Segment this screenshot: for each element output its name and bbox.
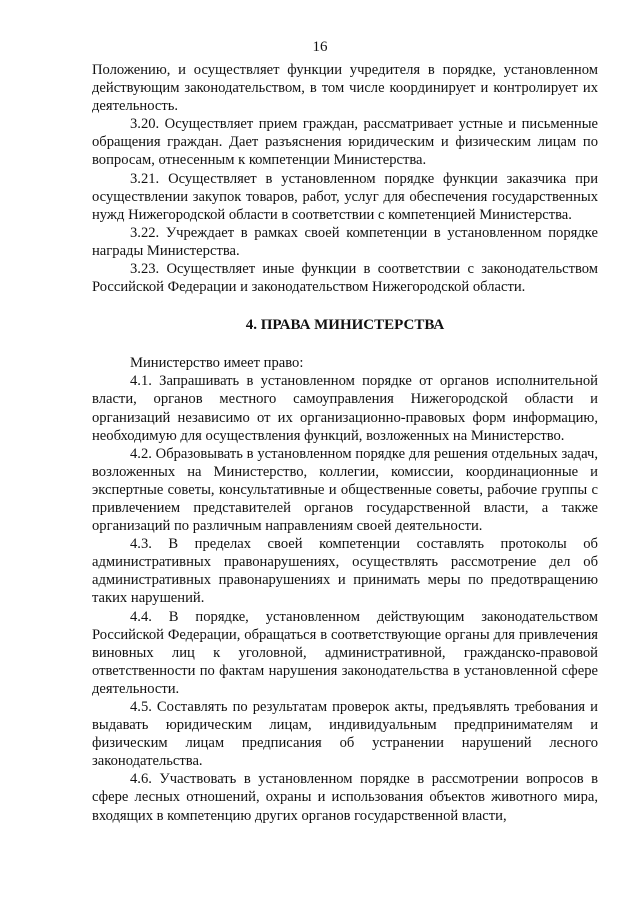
document-body [92,61,598,825]
paragraph-4-2: 4.2. Образовывать в установленном порядке для решения отдельных задач, возложенных на Министерство, коллегии, комиссии, координационные и экспертные советы, консультативные и общественные советы, рабочие группы с привлечением представителей органов государственной власти, а также организаций по различным направлениям своей деятельности. [92,445,598,535]
paragraph-continuation: Положению, и осуществляет функции учредителя в порядке, установленном действующим законодательством, в том числе координирует и контролирует их деятельность. [92,62,598,115]
paragraph-3-21: 3.21. Осуществляет в установленном порядке функции заказчика при осуществлении закупок товаров, работ, услуг для обеспечения государственных нужд Нижегородской области в соответствии с компетенцией Министерства. [92,170,598,223]
paragraph-4-3: 4.3. В пределах своей компетенции составлять протоколы об административных правонарушениях, осуществлять рассмотрение дел об административных правонарушениях и принимать меры по предотвращению таких нарушений. [92,536,598,607]
paragraph-3-22: 3.22. Учреждает в рамках своей компетенции в установленном порядке награды Министерства. [92,224,598,259]
paragraph-4-4: 4.4. В порядке, установленном действующим законодательством Российской Федерации, обращаться в соответствующие органы для привлечения виновных лиц к уголовной, административной, гражданско-правовой ответственности по фактам нарушения законодательства в установленной сфере деятельности. [92,608,598,697]
paragraph-intro: Министерство имеет право: [130,355,304,372]
paragraph-3-20: 3.20. Осуществляет прием граждан, рассматривает устные и письменные обращения граждан. Дает разъяснения юридическим и физическим лицам по вопросам, отнесенным к компетенции Министерства. [92,116,598,169]
section-title: 4. ПРАВА МИНИСТЕРСТВА [245,317,445,334]
paragraph-3-23: 3.23. Осуществляет иные функции в соответствии с законодательством Российской Федерации и законодательством Нижегородской области. [92,261,598,296]
paragraph-4-1: 4.1. Запрашивать в установленном порядке от органов исполнительной власти, органов местного самоуправления Нижегородской области и организаций независимо от их организационно-правовых форм информацию, необходимую для осуществления функций, возложенных на Министерство. [92,373,598,444]
page-number: 16 [312,39,328,55]
paragraph-4-6: 4.6. Участвовать в установленном порядке в рассмотрении вопросов в сфере лесных отношений, охраны и использования объектов животного мира, входящих в компетенцию других органов государственной власти, [92,771,598,824]
paragraph-4-5: 4.5. Составлять по результатам проверок акты, предъявлять требования и выдавать юридическим лицам, индивидуальным предпринимателям и физическим лицам предписания об устранении нарушений лесного законодательства. [92,699,598,770]
